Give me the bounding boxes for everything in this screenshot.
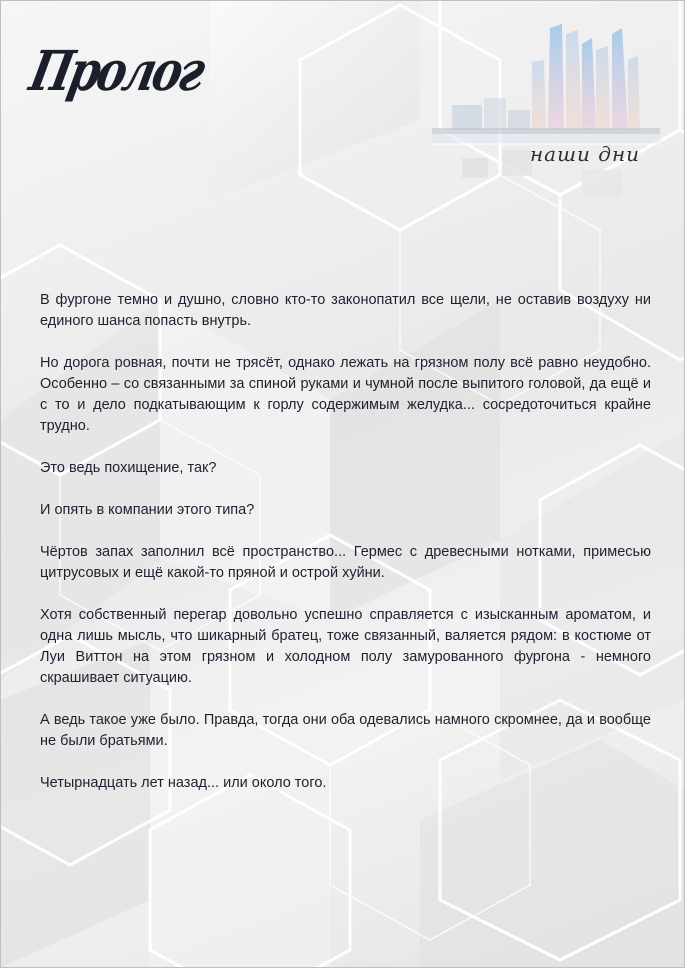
paragraph-3: Это ведь похищение, так? xyxy=(40,460,217,476)
paragraph-1: В фургоне темно и душно, словно кто-то законопатил все щели, не оставив воздуху ни единого шанса попасть внутрь. xyxy=(40,292,651,329)
city-skyline-illustration xyxy=(432,20,660,200)
paragraph-7: А ведь такое уже было. Правда, тогда они оба одевались намного скромнее, да и вообще не были братьями. xyxy=(40,712,651,749)
paragraph-4: И опять в компании этого типа? xyxy=(40,502,255,518)
chapter-title: Пролог xyxy=(24,40,208,104)
era-label: наши дни xyxy=(529,142,640,166)
paragraph-2: Но дорога ровная, почти не трясёт, однако лежать на грязном полу всё равно неудобно. Особенно – со связанными за спиной руками и чумной после выпитого головой, да ещё и с то и дело подкатывающим к горлу содержимым желудка... сосредоточиться крайне трудно. xyxy=(40,355,651,434)
paragraph-6: Хотя собственный перегар довольно успешно справляется с изысканным ароматом, и одна лишь мысль, что шикарный братец, тоже связанный, валяется рядом: в костюме от Луи Виттон на этом грязном и холодном полу замурованного фургона - немного скрашивает ситуацию. xyxy=(40,607,651,686)
paragraph-8: Четырнадцать лет назад... или около того. xyxy=(40,775,327,791)
story-text xyxy=(40,290,651,815)
paragraph-5: Чёртов запах заполнил всё пространство... Гермес с древесными нотками, примесью цитрусовых и ещё какой-то пряной и острой хуйни. xyxy=(40,544,651,581)
